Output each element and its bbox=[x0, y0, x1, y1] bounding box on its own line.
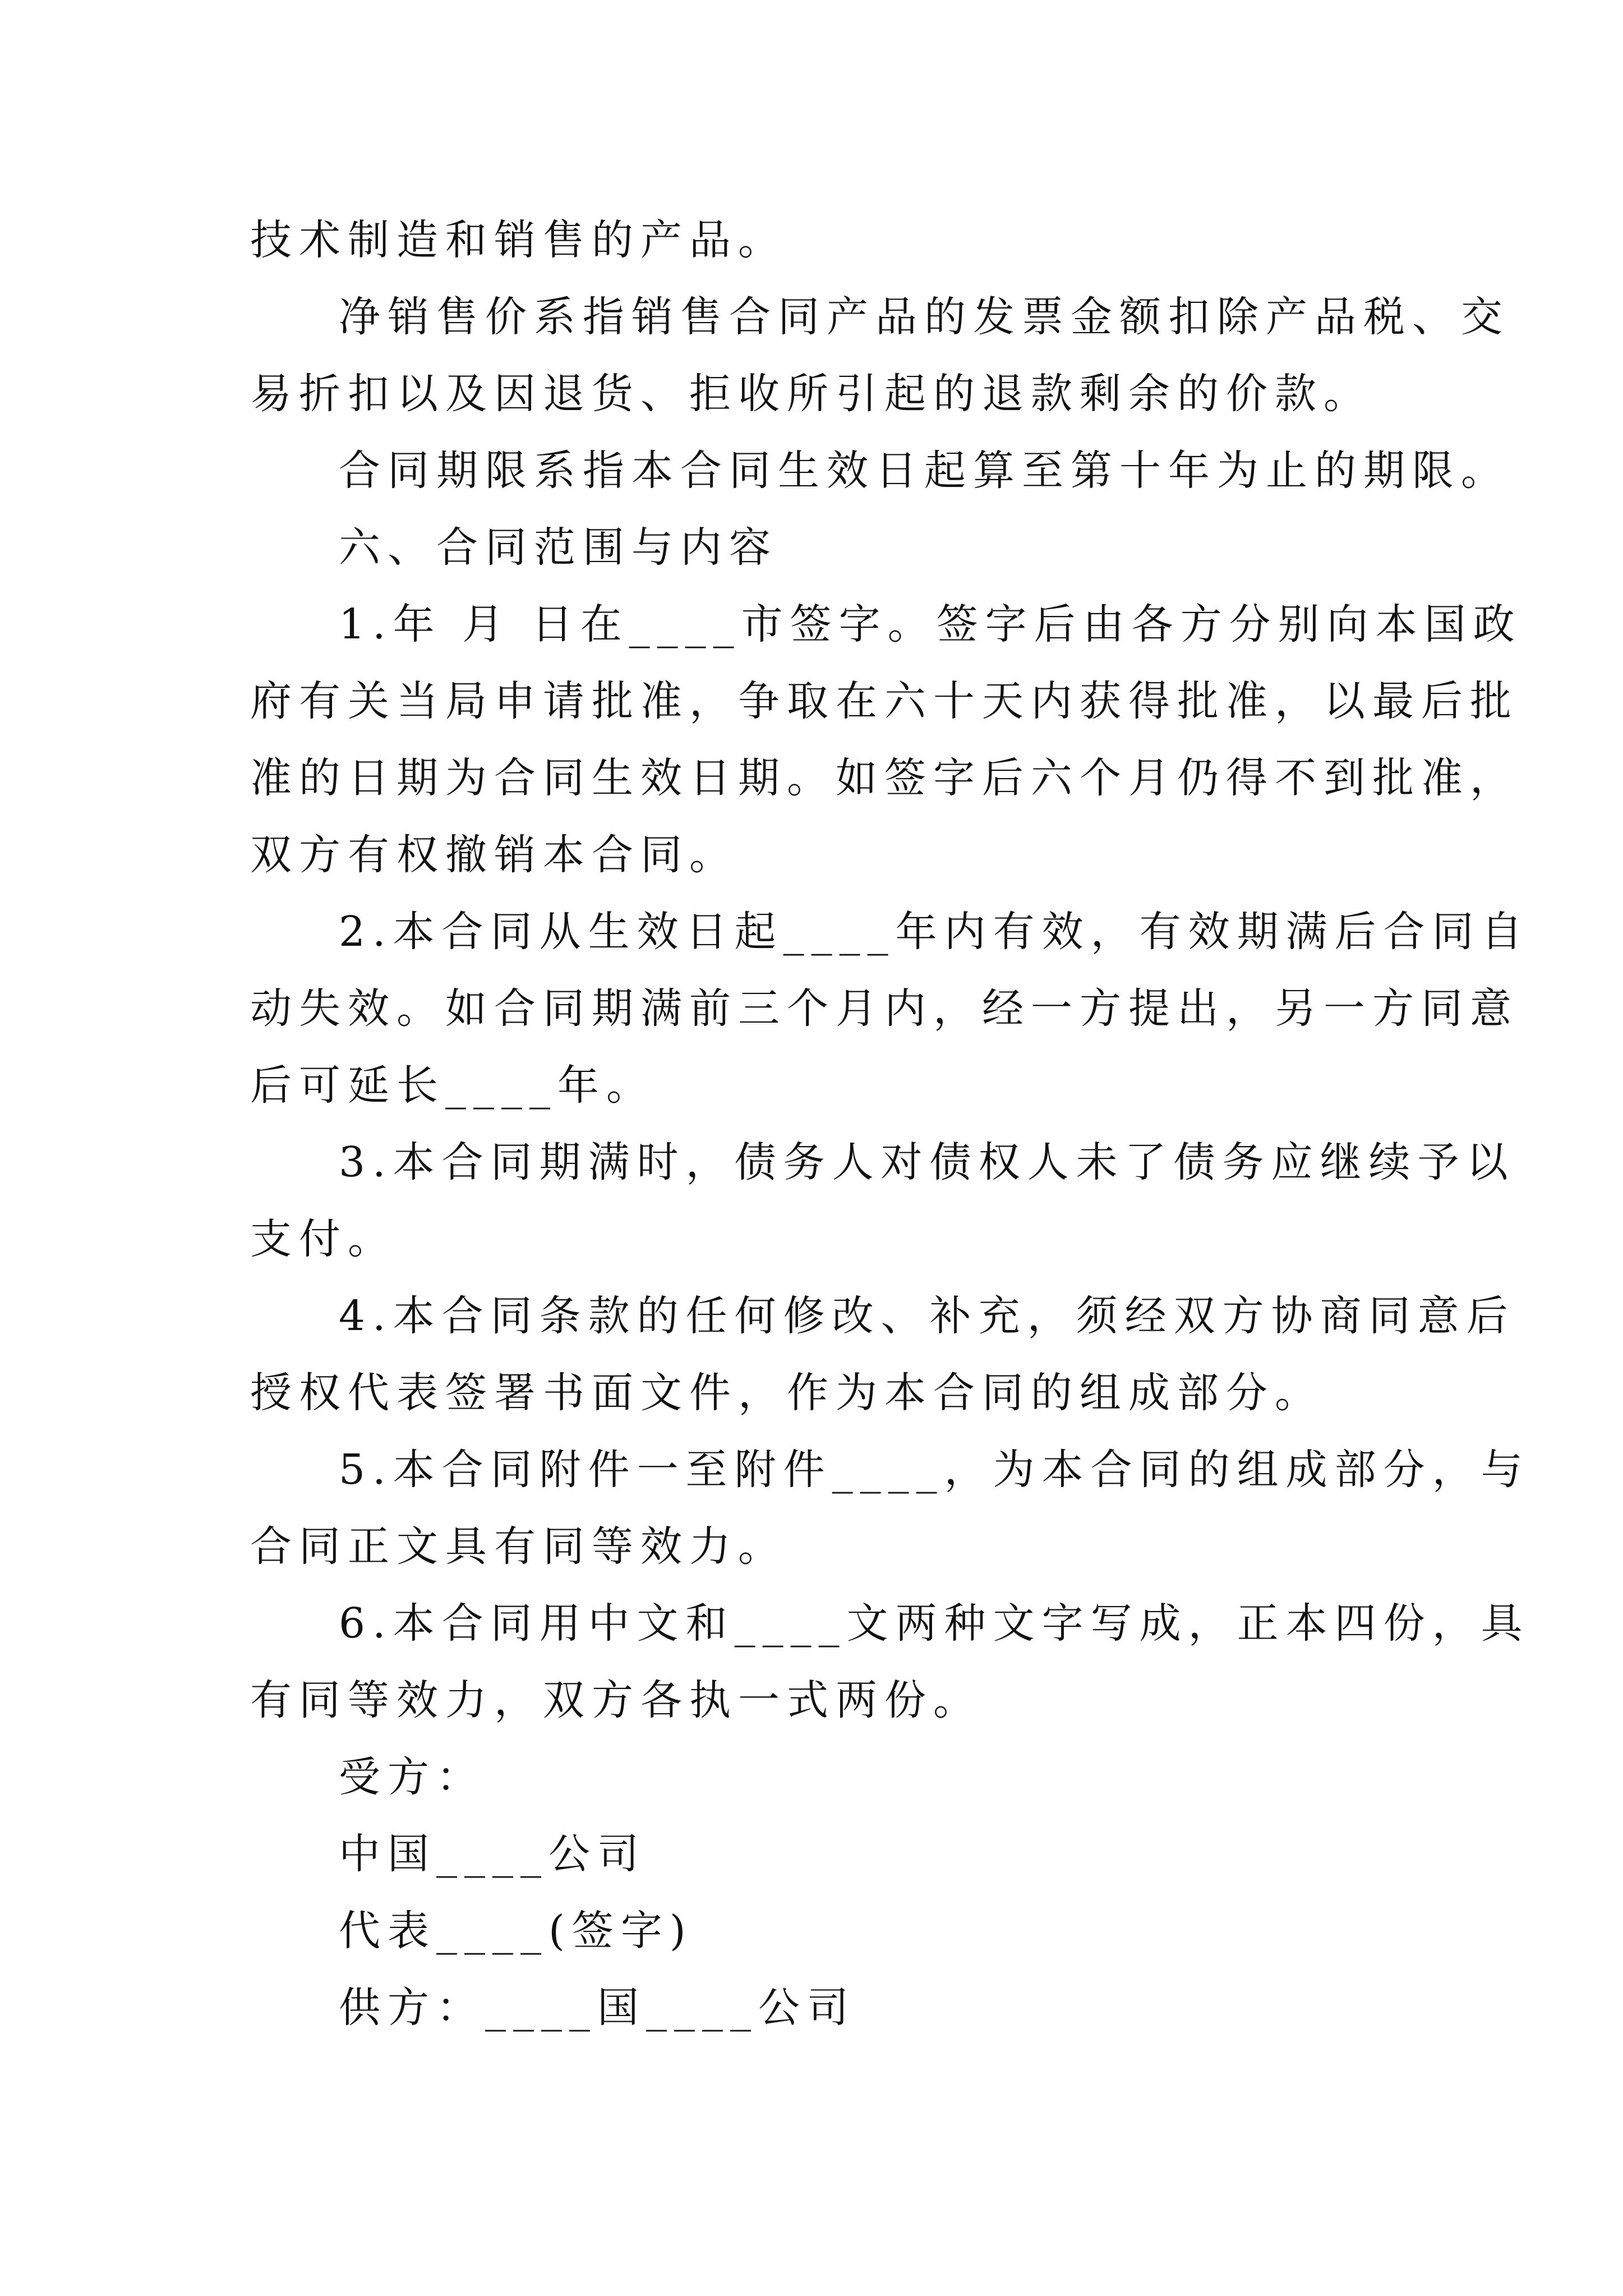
receiving-party-label: 受方： bbox=[339, 1753, 485, 1801]
clause-1-line-3: 准的日期为合同生效日期。如签字后六个月仍得不到批准， bbox=[250, 754, 1519, 802]
clause-4-line-1: 4.本合同条款的任何修改、补充，须经双方协商同意后 bbox=[339, 1292, 1515, 1340]
clause-1-line-2: 府有关当局申请批准，争取在六十天内获得批准，以最后批 bbox=[250, 677, 1519, 725]
text-line-1: 技术制造和销售的产品。 bbox=[250, 216, 787, 264]
clause-3-line-1: 3.本合同期满时，债务人对债权人未了债务应继续予以 bbox=[339, 1138, 1515, 1186]
clause-1-line-4: 双方有权撤销本合同。 bbox=[250, 831, 738, 879]
clause-2-line-1: 2.本合同从生效日起____年内有效，有效期满后合同自 bbox=[339, 908, 1530, 956]
text-line-4: 合同期限系指本合同生效日起算至第十年为止的期限。 bbox=[339, 447, 1510, 495]
section-heading: 六、合同范围与内容 bbox=[339, 523, 778, 572]
clause-2-line-3: 后可延长____年。 bbox=[250, 1061, 655, 1110]
clause-6-line-1: 6.本合同用中文和____文两种文字写成，正本四份，具 bbox=[339, 1599, 1530, 1648]
document-page bbox=[250, 202, 1530, 2046]
clause-4-line-2: 授权代表签署书面文件，作为本合同的组成部分。 bbox=[250, 1369, 1324, 1417]
receiving-party-company: 中国____公司 bbox=[339, 1830, 646, 1878]
representative-signature: 代表____(签字) bbox=[339, 1907, 693, 1955]
clause-2-line-2: 动失效。如合同期满前三个月内，经一方提出，另一方同意 bbox=[250, 984, 1519, 1033]
clause-5-line-2: 合同正文具有同等效力。 bbox=[250, 1522, 787, 1571]
clause-3-line-2: 支付。 bbox=[250, 1215, 396, 1263]
supplying-party: 供方：____国____公司 bbox=[339, 1984, 856, 2032]
clause-6-line-2: 有同等效力，双方各执一式两份。 bbox=[250, 1676, 982, 1724]
text-line-3: 易折扣以及因退货、拒收所引起的退款剩余的价款。 bbox=[250, 370, 1372, 418]
text-line-2: 净销售价系指销售合同产品的发票金额扣除产品税、交 bbox=[339, 293, 1510, 341]
clause-5-line-1: 5.本合同附件一至附件____，为本合同的组成部分，与 bbox=[339, 1446, 1530, 1494]
clause-1-line-1: 1.年 月 日在____市签字。签字后由各方分别向本国政 bbox=[339, 600, 1522, 648]
